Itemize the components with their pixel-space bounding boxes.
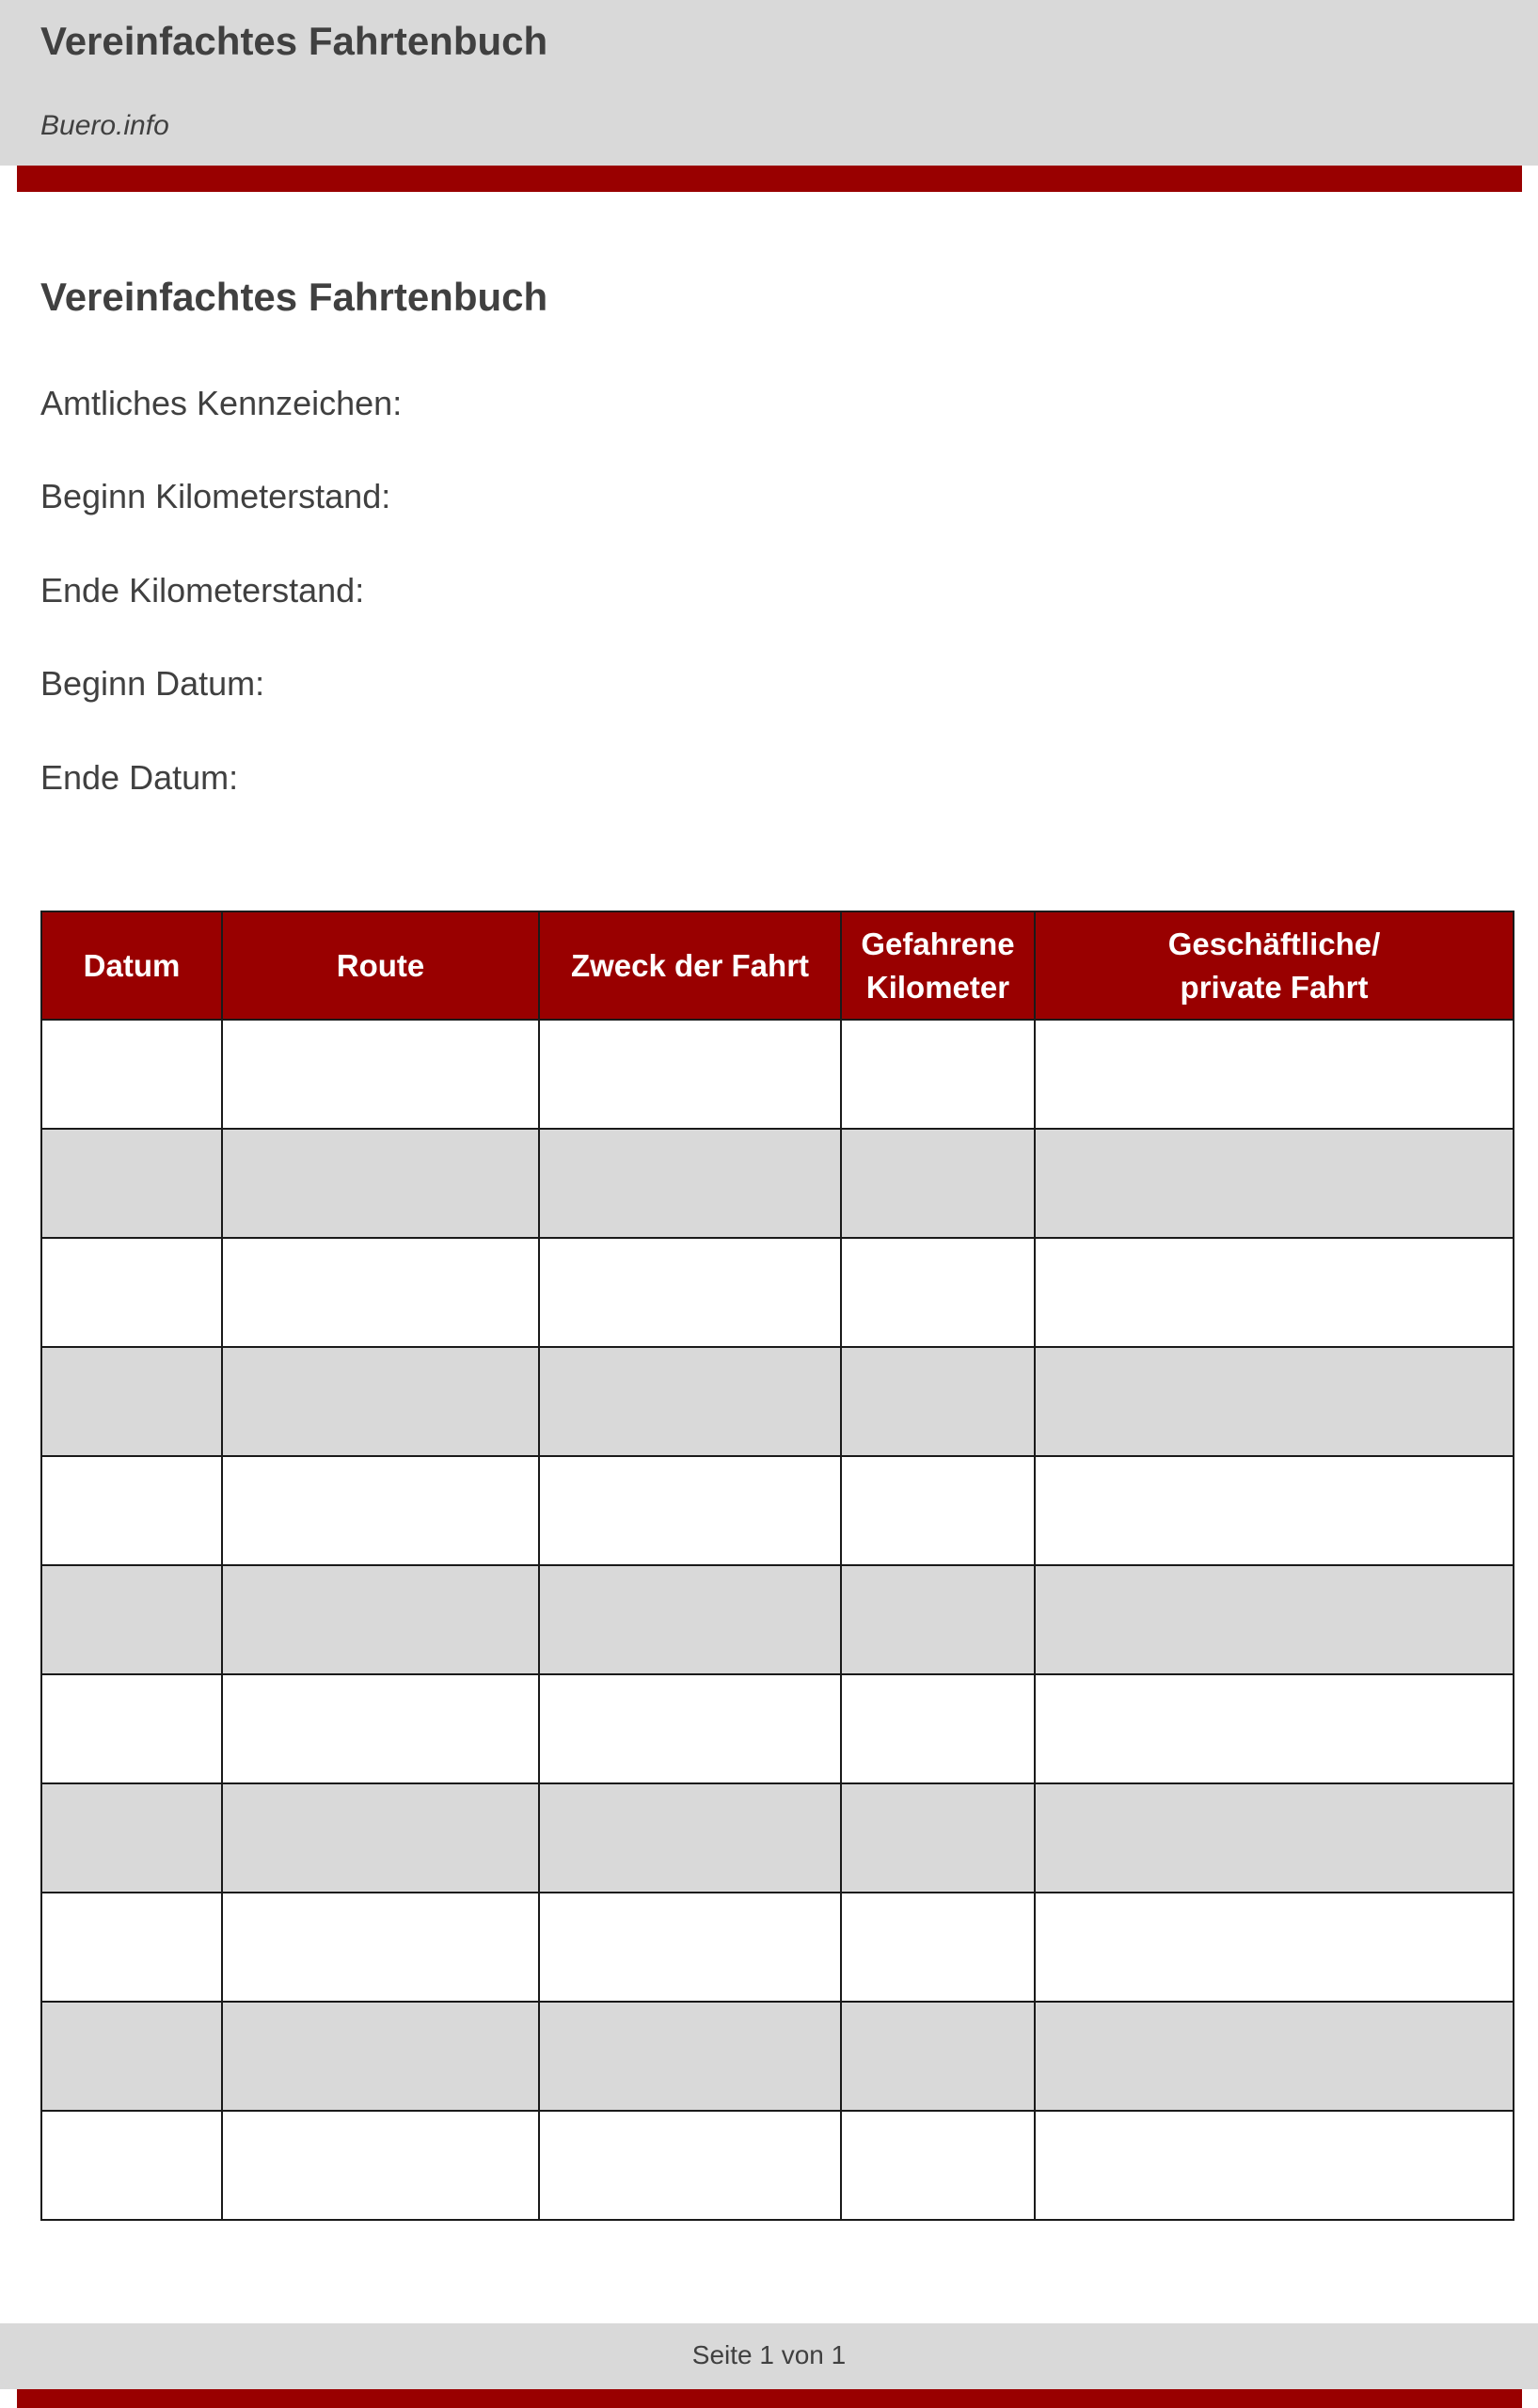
table-cell[interactable]	[41, 1565, 222, 1674]
table-cell[interactable]	[1035, 1129, 1514, 1238]
table-cell[interactable]	[41, 2002, 222, 2111]
table-cell[interactable]	[222, 1565, 539, 1674]
header-title: Vereinfachtes Fahrtenbuch	[40, 19, 548, 63]
table-cell[interactable]	[841, 1783, 1035, 1893]
table-cell[interactable]	[841, 1565, 1035, 1674]
table-cell[interactable]	[1035, 1238, 1514, 1347]
table-cell[interactable]	[539, 1347, 841, 1456]
table-cell[interactable]	[841, 1238, 1035, 1347]
field-end-mileage: Ende Kilometerstand:	[40, 571, 365, 610]
table-row	[41, 1783, 1514, 1893]
table-row	[41, 1674, 1514, 1783]
table-cell[interactable]	[1035, 1456, 1514, 1565]
table-cell[interactable]	[539, 1783, 841, 1893]
table-cell[interactable]	[41, 2111, 222, 2220]
table-cell[interactable]	[41, 1020, 222, 1129]
table-cell[interactable]	[41, 1783, 222, 1893]
table-row	[41, 2002, 1514, 2111]
table-cell[interactable]	[1035, 2111, 1514, 2220]
header-accent-bar	[17, 166, 1522, 192]
table-cell[interactable]	[41, 1238, 222, 1347]
table-row	[41, 1456, 1514, 1565]
table-row	[41, 1238, 1514, 1347]
table-cell[interactable]	[1035, 1783, 1514, 1893]
table-cell[interactable]	[1035, 1893, 1514, 2002]
table-cell[interactable]	[539, 1456, 841, 1565]
header-subtitle: Buero.info	[40, 110, 169, 141]
table-cell[interactable]	[222, 1893, 539, 2002]
table-cell[interactable]	[222, 1129, 539, 1238]
field-start-date: Beginn Datum:	[40, 664, 265, 703]
table-cell[interactable]	[41, 1674, 222, 1783]
table-cell[interactable]	[539, 2111, 841, 2220]
table-cell[interactable]	[222, 2002, 539, 2111]
table-cell[interactable]	[539, 1893, 841, 2002]
table-cell[interactable]	[222, 1674, 539, 1783]
table-row	[41, 1020, 1514, 1129]
table-cell[interactable]	[222, 1456, 539, 1565]
column-header-kilometers: Gefahrene Kilometer	[841, 911, 1035, 1020]
table-cell[interactable]	[841, 1893, 1035, 2002]
table-header-row	[41, 911, 1514, 1020]
footer-accent-bar	[17, 2389, 1522, 2408]
table-cell[interactable]	[41, 1456, 222, 1565]
table-cell[interactable]	[222, 1783, 539, 1893]
field-end-date: Ende Datum:	[40, 758, 239, 797]
trip-log-table	[40, 911, 1514, 2221]
document-title: Vereinfachtes Fahrtenbuch	[40, 275, 548, 319]
table-cell[interactable]	[1035, 1020, 1514, 1129]
table-cell[interactable]	[41, 1347, 222, 1456]
column-header-purpose: Zweck der Fahrt	[539, 911, 841, 1020]
table-cell[interactable]	[539, 1129, 841, 1238]
table-cell[interactable]	[841, 1020, 1035, 1129]
table-cell[interactable]	[1035, 1347, 1514, 1456]
table-cell[interactable]	[841, 2002, 1035, 2111]
table-cell[interactable]	[539, 1674, 841, 1783]
table-row	[41, 2111, 1514, 2220]
column-header-route: Route	[222, 911, 539, 1020]
table-cell[interactable]	[841, 1129, 1035, 1238]
table-cell[interactable]	[222, 1020, 539, 1129]
table-row	[41, 1565, 1514, 1674]
table-cell[interactable]	[1035, 2002, 1514, 2111]
table-cell[interactable]	[539, 1238, 841, 1347]
table-cell[interactable]	[841, 1674, 1035, 1783]
table-cell[interactable]	[1035, 1565, 1514, 1674]
field-start-mileage: Beginn Kilometerstand:	[40, 477, 391, 515]
table-cell[interactable]	[841, 2111, 1035, 2220]
table-cell[interactable]	[222, 1347, 539, 1456]
table-cell[interactable]	[41, 1893, 222, 2002]
table-cell[interactable]	[539, 1565, 841, 1674]
column-header-trip-type: Geschäftliche/ private Fahrt	[1035, 911, 1514, 1020]
page-number: Seite 1 von 1	[691, 2340, 847, 2369]
table-cell[interactable]	[1035, 1674, 1514, 1783]
table-cell[interactable]	[222, 2111, 539, 2220]
table-row	[41, 1893, 1514, 2002]
table-cell[interactable]	[222, 1238, 539, 1347]
table-cell[interactable]	[539, 1020, 841, 1129]
table-cell[interactable]	[841, 1456, 1035, 1565]
table-row	[41, 1129, 1514, 1238]
field-license-plate: Amtliches Kennzeichen:	[40, 384, 403, 422]
table-cell[interactable]	[539, 2002, 841, 2111]
table-cell[interactable]	[841, 1347, 1035, 1456]
table-row	[41, 1347, 1514, 1456]
column-header-date: Datum	[41, 911, 222, 1020]
table-cell[interactable]	[41, 1129, 222, 1238]
